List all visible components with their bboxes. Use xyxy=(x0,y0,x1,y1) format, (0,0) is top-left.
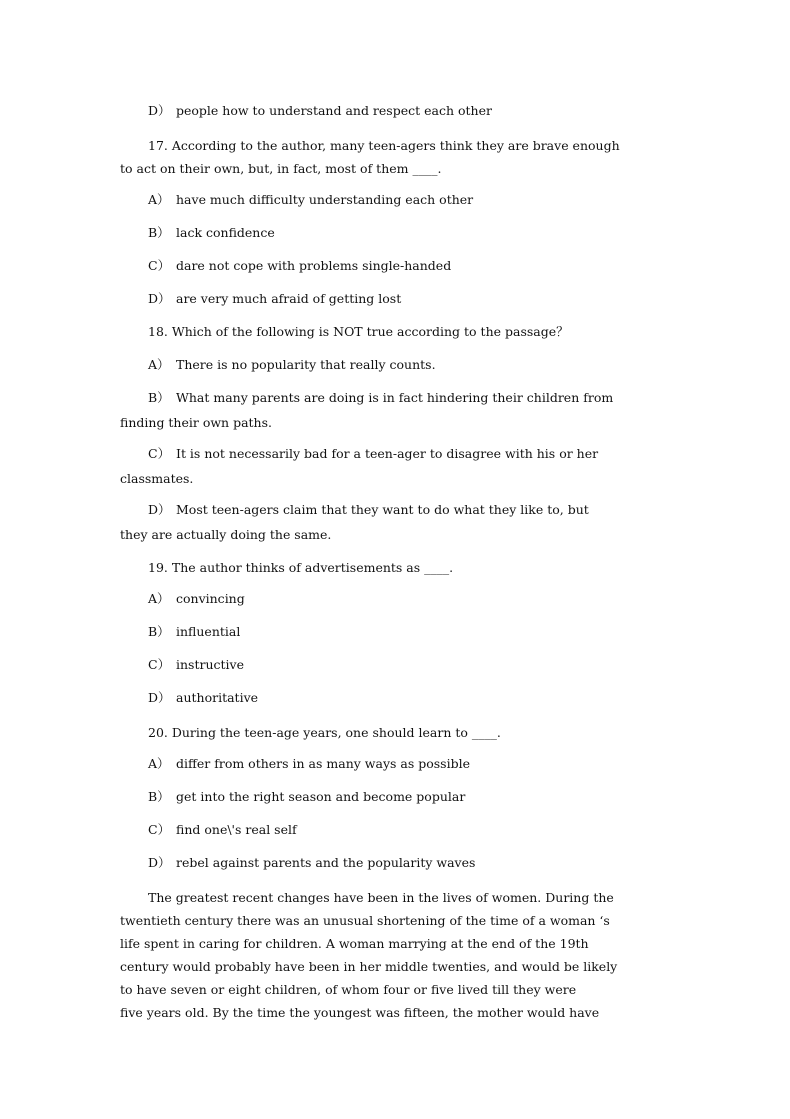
passage-line: five years old. By the time the youngest was fifteen, the mother would have xyxy=(120,1005,600,1020)
option-label: B） xyxy=(148,225,170,240)
option-label: A） xyxy=(148,591,170,606)
option-text: dare not cope with problems single-handed xyxy=(176,258,452,273)
q19-option-d xyxy=(148,690,258,706)
q17-option-c xyxy=(148,258,451,274)
q18-option-d xyxy=(148,502,589,518)
option-label: A） xyxy=(148,756,170,771)
option-label: A） xyxy=(148,192,170,207)
q17-option-d xyxy=(148,291,401,307)
option-label: C） xyxy=(148,657,171,672)
q20-option-a xyxy=(148,756,470,772)
passage-line: life spent in caring for children. A woman marrying at the end of the 19th xyxy=(120,936,589,951)
q20-option-b xyxy=(148,789,465,805)
option-label: C） xyxy=(148,258,171,273)
option-label: B） xyxy=(148,789,170,804)
q19-option-b xyxy=(148,624,240,640)
option-text: There is no popularity that really counts. xyxy=(176,357,436,372)
q17-stem-line1: 17. According to the author, many teen-agers think they are brave enough xyxy=(148,138,620,153)
option-text: get into the right season and become popular xyxy=(176,789,466,804)
option-text: What many parents are doing is in fact hindering their children from xyxy=(176,390,614,405)
q19-stem: 19. The author thinks of advertisements as ____. xyxy=(148,560,454,575)
q18-option-b-line2: finding their own paths. xyxy=(120,415,272,430)
option-text: rebel against parents and the popularity waves xyxy=(176,855,476,870)
option-text: instructive xyxy=(176,657,244,672)
q17-stem-line2: to act on their own, but, in fact, most of them ____. xyxy=(120,161,442,176)
q18-option-b xyxy=(148,390,613,406)
option-label: D） xyxy=(148,690,171,705)
option-text: It is not necessarily bad for a teen-ager to disagree with his or her xyxy=(176,446,599,461)
q20-option-c xyxy=(148,822,297,838)
q18-option-c-line2: classmates. xyxy=(120,471,194,486)
option-label: C） xyxy=(148,822,171,837)
option-text: differ from others in as many ways as possible xyxy=(176,756,470,771)
option-text: have much difficulty understanding each other xyxy=(176,192,474,207)
passage-line: century would probably have been in her middle twenties, and would be likely xyxy=(120,959,618,974)
q19-option-a xyxy=(148,591,245,607)
q18-option-a xyxy=(148,357,436,373)
option-text: are very much afraid of getting lost xyxy=(176,291,402,306)
q18-stem: 18. Which of the following is NOT true according to the passage？ xyxy=(148,324,569,339)
option-text: find one\'s real self xyxy=(176,822,297,837)
option-label: D） xyxy=(148,855,171,870)
q20-option-d xyxy=(148,855,475,871)
option-text: authoritative xyxy=(176,690,259,705)
option-label: D） xyxy=(148,291,171,306)
q19-option-c xyxy=(148,657,244,673)
option-label: B） xyxy=(148,390,170,405)
passage-line: to have seven or eight children, of whom four or five lived till they were xyxy=(120,982,577,997)
option-label: B） xyxy=(148,624,170,639)
option-text: Most teen-agers claim that they want to do what they like to, but xyxy=(176,502,589,517)
q18-option-d-line2: they are actually doing the same. xyxy=(120,527,332,542)
option-text: influential xyxy=(176,624,241,639)
q16-option-d xyxy=(148,103,492,119)
option-label: C） xyxy=(148,446,171,461)
passage-line: The greatest recent changes have been in the lives of women. During the xyxy=(148,890,614,905)
q17-option-b xyxy=(148,225,275,241)
option-text: convincing xyxy=(176,591,245,606)
q18-option-c xyxy=(148,446,598,462)
option-label: A） xyxy=(148,357,170,372)
option-text: people how to understand and respect each other xyxy=(176,103,492,118)
option-text: lack confidence xyxy=(176,225,275,240)
q20-stem: 20. During the teen-age years, one should learn to ____. xyxy=(148,725,501,740)
passage-line: twentieth century there was an unusual shortening of the time of a woman ‘s xyxy=(120,913,610,928)
option-label: D） xyxy=(148,103,171,118)
q17-option-a xyxy=(148,192,473,208)
option-label: D） xyxy=(148,502,171,517)
